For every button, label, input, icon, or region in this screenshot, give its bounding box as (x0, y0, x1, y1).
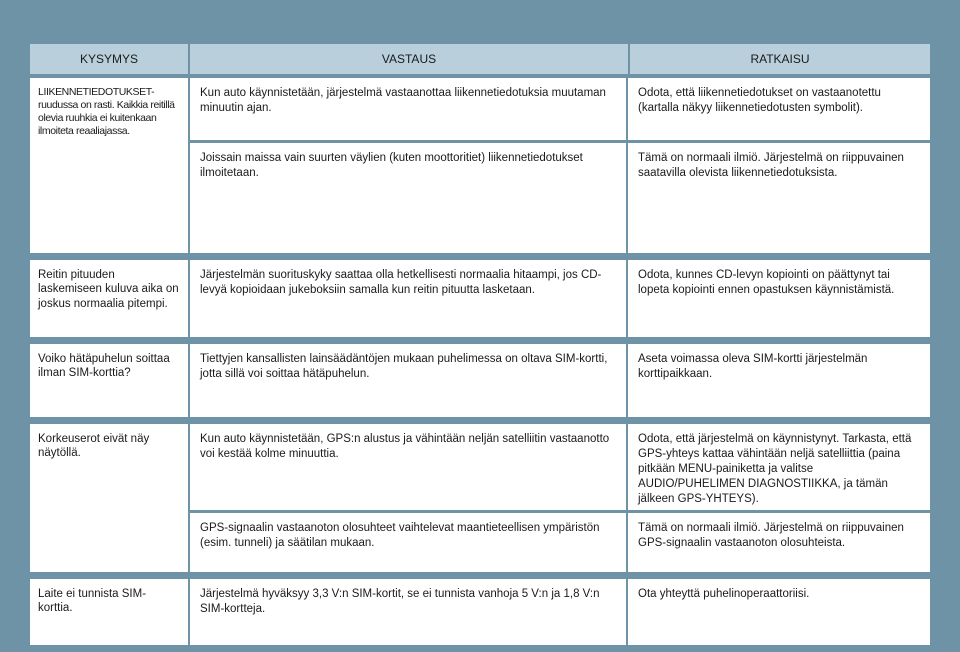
table-row (190, 579, 930, 645)
answer-cell: Tiettyjen kansallisten lainsäädäntöjen mukaan puhelimessa on oltava SIM-kortti, jotta sillä voi soittaa hätäpuhelun. (190, 344, 628, 417)
answer-cell: Kun auto käynnistetään, järjestelmä vastaanottaa liikennetiedotuksia muutaman minuutin ajan. (190, 78, 628, 140)
header-solution: RATKAISU (630, 44, 930, 74)
solution-cell: Tämä on normaali ilmiö. Järjestelmä on riippuvainen saatavilla olevista liikennetiedotuksista. (638, 152, 904, 179)
table-row (190, 78, 930, 140)
header-question: KYSYMYS (30, 44, 190, 74)
header-answer: VASTAUS (190, 44, 630, 74)
solution-cell: Ota yhteyttä puhelinoperaattoriisi. (638, 588, 810, 600)
answer-cell: Kun auto käynnistetään, GPS:n alustus ja vähintään neljän satelliitin vastaanotto voi kestää kolme minuuttia. (190, 424, 628, 510)
question-cell: LIIKENNETIEDOTUKSET-ruudussa on rasti. Kaikkia reitillä olevia ruuhkia ei kuitenkaan ilmoiteta reaaliajassa. (30, 78, 188, 253)
solution-cell: Tämä on normaali ilmiö. Järjestelmä on riippuvainen GPS-signaalin vastaanoton olosuhteista. (638, 522, 904, 549)
faq-group-sim-card (30, 579, 930, 645)
question-cell: Reitin pituuden laskemiseen kuluva aika on joskus normaalia pitempi. (30, 260, 188, 337)
answer-cell: Joissain maissa vain suurten väylien (kuten moottoritiet) liikennetiedotukset ilmoitetaan. (190, 143, 628, 253)
faq-group-route (30, 260, 930, 337)
table-row (190, 424, 930, 510)
solution-cell: Aseta voimassa oleva SIM-kortti järjestelmän korttipaikkaan. (638, 353, 868, 380)
answer-cell: GPS-signaalin vastaanoton olosuhteet vaihtelevat maantieteellisen ympäristön (esim. tunneli) ja säätilan mukaan. (190, 513, 628, 572)
table-row (190, 143, 930, 253)
solution-cell: Odota, kunnes CD-levyn kopiointi on päättynyt tai lopeta kopiointi ennen opastuksen käynnistämistä. (638, 269, 895, 296)
faq-group-emergency-call (30, 344, 930, 417)
answer-cell: Järjestelmä hyväksyy 3,3 V:n SIM-kortit, se ei tunnista vanhoja 5 V:n ja 1,8 V:n SIM-kortteja. (190, 579, 628, 645)
question-cell: Voiko hätäpuhelun soittaa ilman SIM-korttia? (30, 344, 188, 417)
answer-cell: Järjestelmän suorituskyky saattaa olla hetkellisesti normaalia hitaampi, jos CD-levyä kopioidaan jukeboksiin samalla kun reitin pituutta lasketaan. (190, 260, 628, 337)
solution-cell: Odota, että liikennetiedotukset on vastaanotettu (kartalla näkyy liikennetiedotusten symbolit). (638, 87, 881, 114)
table-header (30, 44, 930, 74)
table-row (190, 344, 930, 417)
table-row (190, 260, 930, 337)
faq-group-elevation (30, 424, 930, 572)
table-row (190, 513, 930, 572)
question-cell: Korkeuserot eivät näy näytöllä. (30, 424, 188, 572)
page-number: 225 (902, 610, 926, 626)
faq-table (30, 44, 930, 652)
question-cell: Laite ei tunnista SIM-korttia. (30, 579, 188, 645)
solution-cell: Odota, että järjestelmä on käynnistynyt. Tarkasta, että GPS-yhteys kattaa vähintään neljä satelliittia (paina pitkään MENU-painiketta ja valitse AUDIO/PUHELIMEN DIAGNOSTIIKKA, ja tämän jälkeen GPS-YHTEYS). (638, 433, 912, 505)
faq-group-traffic (30, 78, 930, 253)
